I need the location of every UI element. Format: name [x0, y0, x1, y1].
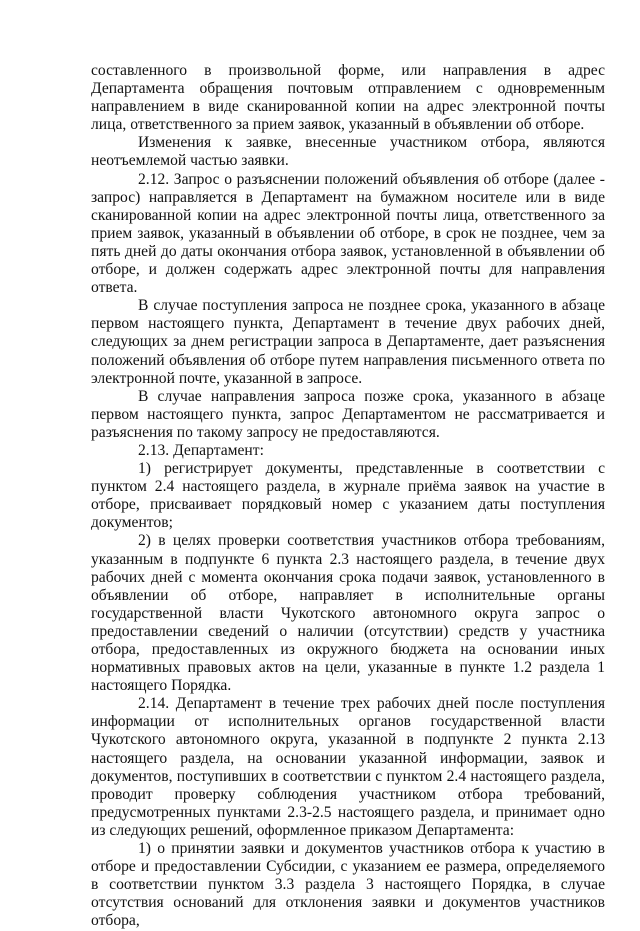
paragraph-2-13: 2.13. Департамент:	[138, 441, 264, 459]
document-page	[91, 62, 605, 931]
paragraph-2-13-item-1: 1) регистрирует документы, представленные в соответствии с пунктом 2.4 настоящего раздела, в журнале приёма заявок на участие в отборе, присваивает порядковый номер с указанием даты поступления документов;	[91, 460, 605, 532]
paragraph-application-changes: Изменения к заявке, внесенные участником отбора, являются неотъемлемой частью заявки.	[91, 134, 605, 170]
paragraph-request-on-time: В случае поступления запроса не позднее срока, указанного в абзаце первом настоящего пункта, Департамент в течение двух рабочих дней, следующих за днем регистрации запроса в Департаменте, дает разъяснения положений объявления об отборе путем направления письменного ответа по электронной почте, указанной в запросе.	[91, 297, 605, 387]
paragraph-request-late: В случае направления запроса позже срока, указанного в абзаце первом настоящего пункта, запрос Департаментом не рассматривается и разъяснения по такому запросу не предоставляются.	[91, 387, 605, 441]
paragraph-2-14-item-1: 1) о принятии заявки и документов участников отбора к участию в отборе и предоставлении Субсидии, с указанием ее размера, определяемого в соответствии пунктом 3.3 раздела 3 настоящего Порядка, в случае отсутствия оснований для отклонения заявки и документов участников отбора,	[91, 840, 605, 930]
paragraph-2-13-item-2: 2) в целях проверки соответствия участников отбора требованиям, указанным в подпункте 6 пункта 2.3 настоящего раздела, в течение двух рабочих дней с момента окончания срока подачи заявок, установленного в объявлении об отборе, направляет в исполнительные органы государственной власти Чукотского автономного округа запрос о предоставлении сведений о наличии (отсутствии) средств у участника отбора, предоставленных из окружного бюджета на основании иных нормативных правовых актов на цели, указанные в пункте 1.2 раздела 1 настоящего Порядка.	[91, 532, 605, 695]
paragraph-continuation: составленного в произвольной форме, или направления в адрес Департамента обращения почтовым отправлением с одновременным направлением в виде сканированной копии на адрес электронной почты лица, ответственного за прием заявок, указанный в объявлении об отборе.	[91, 62, 605, 134]
paragraph-2-14: 2.14. Департамент в течение трех рабочих дней после поступления информации от исполнительных органов государственной власти Чукотского автономного округа, указанной в подпункте 2 пункта 2.13 настоящего раздела, на основании указанной информации, заявок и документов, поступивших в соответствии с пунктом 2.4 настоящего раздела, проводит проверку соблюдения участником отбора требований, предусмотренных пунктами 2.3-2.5 настоящего раздела, и принимает одно из следующих решений, оформленное приказом Департамента:	[91, 695, 605, 839]
paragraph-2-12: 2.12. Запрос о разъяснении положений объявления об отборе (далее - запрос) направляется в Департамент на бумажном носителе или в виде сканированной копии на адрес электронной почты лица, ответственного за прием заявок, указанный в объявлении об отборе, в срок не позднее, чем за пять дней до даты окончания отбора заявок, установленной в объявлении об отборе, и должен содержать адрес электронной почты для направления ответа.	[91, 170, 605, 297]
